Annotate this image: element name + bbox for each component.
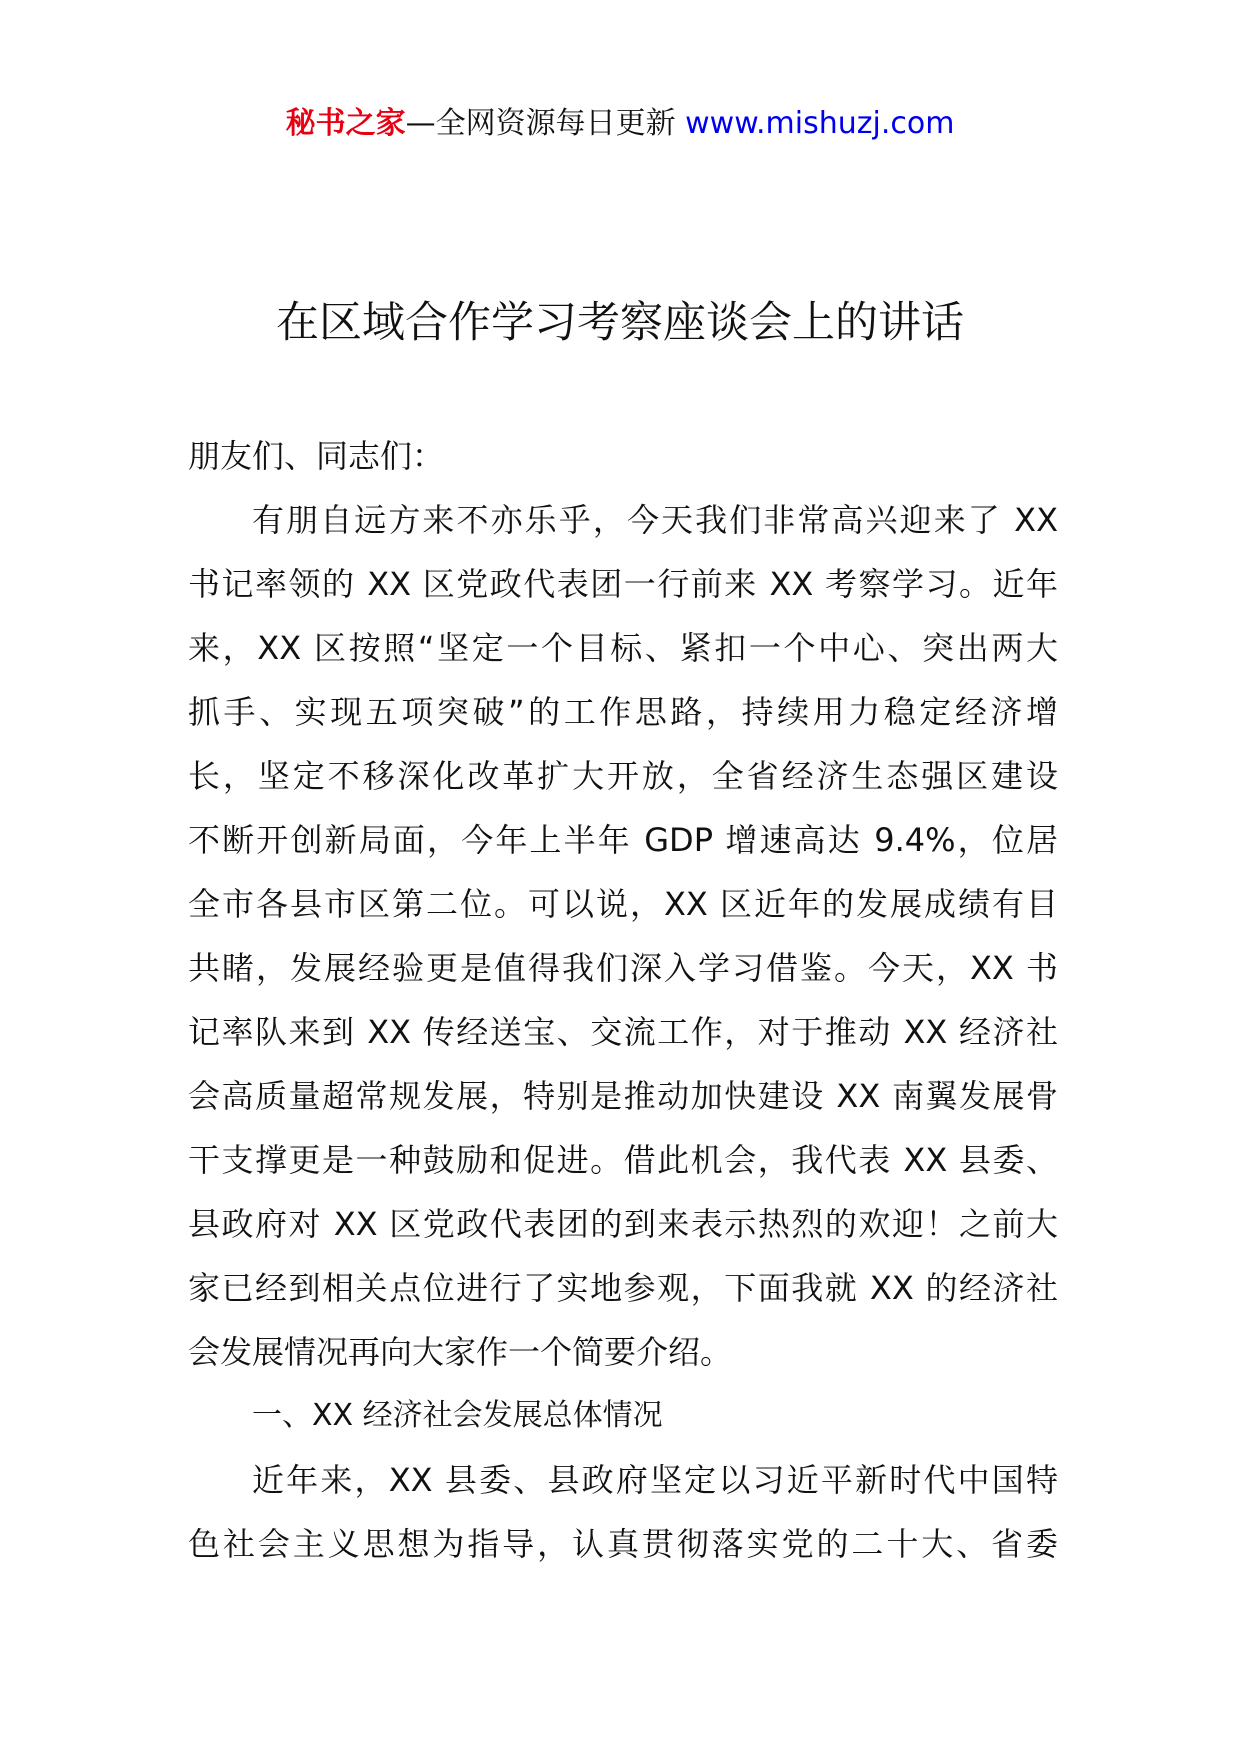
paragraph-line: 色社会主义思想为指导，认真贯彻落实党的二十大、省委	[188, 1525, 1058, 1563]
paragraph-line: 会发展情况再向大家作一个简要介绍。	[188, 1333, 733, 1371]
paragraph-line: 县政府对 XX 区党政代表团的到来表示热烈的欢迎！之前大	[188, 1205, 1058, 1243]
paragraph-line: 共睹，发展经验更是值得我们深入学习借鉴。今天，XX 书	[188, 949, 1058, 987]
paragraph-line: 长，坚定不移深化改革扩大开放，全省经济生态强区建设	[188, 757, 1058, 795]
paragraph-line: 书记率领的 XX 区党政代表团一行前来 XX 考察学习。近年	[188, 565, 1058, 603]
paragraph-line: 抓手、实现五项突破”的工作思路，持续用力稳定经济增	[188, 693, 1058, 731]
paragraph-line: 近年来，XX 县委、县政府坚定以习近平新时代中国特	[252, 1461, 1058, 1499]
paragraph-line: 全市各县市区第二位。可以说，XX 区近年的发展成绩有目	[188, 885, 1058, 923]
paragraph-line: 干支撑更是一种鼓励和促进。借此机会，我代表 XX 县委、	[188, 1141, 1058, 1179]
section-heading: 一、XX 经济社会发展总体情况	[252, 1398, 663, 1433]
paragraph-line: 家已经到相关点位进行了实地参观，下面我就 XX 的经济社	[188, 1269, 1058, 1307]
header-slogan: —全网资源每日更新	[405, 106, 686, 141]
paragraph-line: 不断开创新局面，今年上半年 GDP 增速高达 9.4%，位居	[188, 821, 1058, 859]
site-url-link[interactable]: www.mishuzj.com	[685, 106, 955, 141]
paragraph-line: 会高质量超常规发展，特别是推动加快建设 XX 南翼发展骨	[188, 1077, 1058, 1115]
document-body	[188, 424, 1058, 1576]
watermark-header	[0, 100, 1240, 148]
paragraph-line: 记率队来到 XX 传经送宝、交流工作，对于推动 XX 经济社	[188, 1013, 1058, 1051]
paragraph-line: 来，XX 区按照“坚定一个目标、紧扣一个中心、突出两大	[188, 629, 1058, 667]
salutation: 朋友们、同志们：	[188, 437, 445, 475]
brand-name: 秘书之家	[285, 106, 406, 141]
document-title: 在区域合作学习考察座谈会上的讲话	[276, 298, 964, 348]
paragraph-line: 有朋自远方来不亦乐乎，今天我们非常高兴迎来了 XX	[252, 501, 1058, 539]
